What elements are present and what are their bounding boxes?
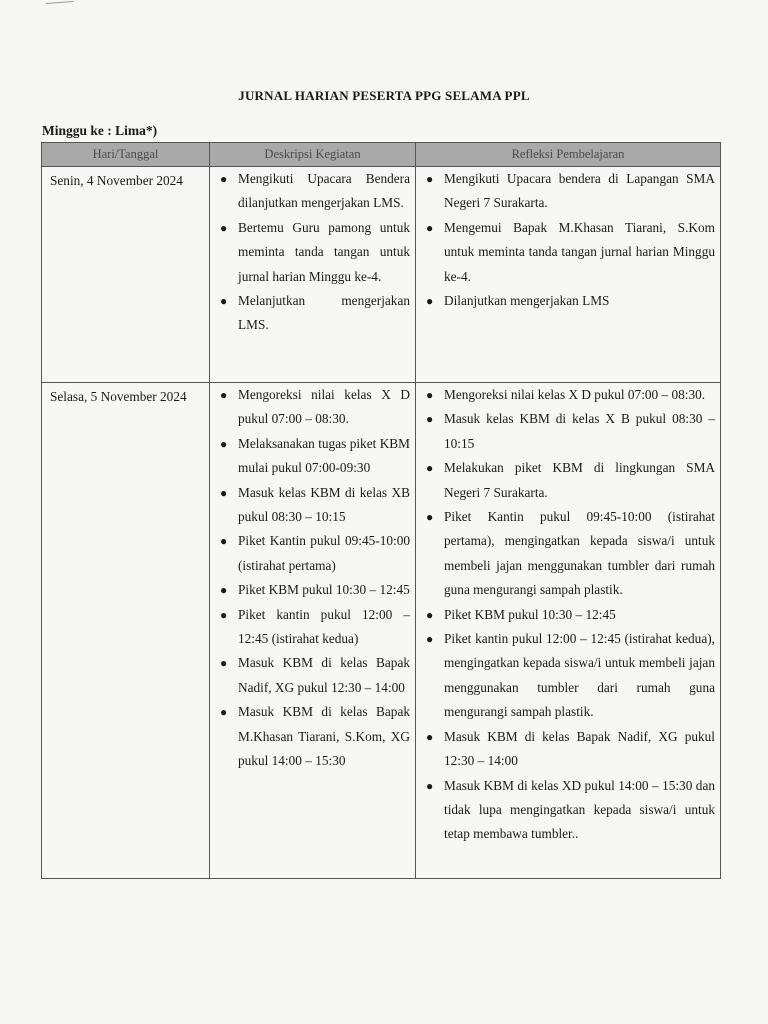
list-item: ● Piket Kantin pukul 09:45-10:00 (istirahat pertama)	[210, 529, 410, 578]
bullet-icon: ●	[220, 656, 228, 671]
bullet-icon: ●	[220, 583, 228, 598]
table-row	[42, 383, 721, 879]
row-date: Selasa, 5 November 2024	[42, 383, 210, 879]
list-item: ● Mengemui Bapak M.Khasan Tiarani, S.Kom untuk meminta tanda tangan jurnal harian Minggu ke-4.	[416, 216, 715, 289]
description-list	[210, 383, 410, 774]
list-item: ● Piket Kantin pukul 09:45-10:00 (istirahat pertama), mengingatkan kepada siswa/i untuk membeli jajan menggunakan tumbler dari rumah guna mengurangi sampah plastik.	[416, 505, 715, 603]
bullet-icon: ●	[220, 220, 228, 235]
list-item: ● Melaksanakan tugas piket KBM mulai pukul 07:00-09:30	[210, 432, 410, 481]
list-item: ● Masuk kelas KBM di kelas X B pukul 08:30 – 10:15	[416, 407, 715, 456]
list-item: ● Piket kantin pukul 12:00 – 12:45 (istirahat kedua), mengingatkan kepada siswa/i untuk membeli jajan menggunakan tumbler dari rumah guna mengurangi sampah plastik.	[416, 627, 715, 725]
list-item: ● Piket kantin pukul 12:00 – 12:45 (istirahat kedua)	[210, 603, 410, 652]
list-item: ● Masuk KBM di kelas Bapak Nadif, XG pukul 12:30 – 14:00	[416, 725, 715, 774]
bullet-icon: ●	[426, 729, 434, 744]
list-item: ● Melakukan piket KBM di lingkungan SMA Negeri 7 Surakarta.	[416, 456, 715, 505]
row-description	[210, 383, 416, 879]
list-item: ● Melanjutkan mengerjakan LMS.	[210, 289, 410, 338]
header-learning-reflection: Refleksi Pembelajaran	[416, 143, 721, 167]
bullet-icon: ●	[426, 388, 434, 402]
row-reflection	[416, 383, 721, 879]
list-item: ● Masuk KBM di kelas Bapak Nadif, XG pukul 12:30 – 14:00	[210, 651, 410, 700]
list-item: ● Piket KBM pukul 10:30 – 12:45	[416, 603, 715, 627]
bullet-icon: ●	[426, 220, 434, 235]
list-item: ● Mengoreksi nilai kelas X D pukul 07:00 – 08:30.	[210, 383, 410, 432]
row-description	[210, 167, 416, 383]
bullet-icon: ●	[220, 607, 228, 622]
list-item: ● Masuk KBM di kelas XD pukul 14:00 – 15:30 dan tidak lupa mengingatkan kepada siswa/i untuk tetap membawa tumbler..	[416, 774, 715, 847]
bullet-icon: ●	[426, 510, 434, 525]
bullet-icon: ●	[220, 534, 228, 549]
row-reflection	[416, 167, 721, 383]
row-date: Senin, 4 November 2024	[42, 167, 210, 383]
bullet-icon: ●	[426, 632, 434, 647]
document-title: JURNAL HARIAN PESERTA PPG SELAMA PPL	[238, 88, 530, 103]
bullet-icon: ●	[426, 294, 434, 309]
list-item: ● Mengikuti Upacara bendera di Lapangan SMA Negeri 7 Surakarta.	[416, 167, 715, 216]
bullet-icon: ●	[220, 388, 228, 402]
list-item: ● Piket KBM pukul 10:30 – 12:45	[210, 578, 410, 602]
bullet-icon: ●	[220, 436, 228, 451]
week-label: Minggu ke : Lima*)	[42, 123, 158, 138]
bullet-icon: ●	[220, 172, 228, 186]
journal-table	[41, 142, 721, 879]
bullet-icon: ●	[220, 294, 228, 309]
list-item: ● Masuk kelas KBM di kelas XB pukul 08:30 – 10:15	[210, 481, 410, 530]
list-item: ● Masuk KBM di kelas Bapak M.Khasan Tiarani, S.Kom, XG pukul 14:00 – 15:30	[210, 700, 410, 773]
table-row	[42, 167, 721, 383]
bullet-icon: ●	[426, 461, 434, 476]
list-item: ● Dilanjutkan mengerjakan LMS	[416, 289, 715, 313]
bullet-icon: ●	[220, 705, 228, 720]
list-item: ● Mengoreksi nilai kelas X D pukul 07:00 – 08:30.	[416, 383, 715, 407]
table-header-row	[42, 143, 721, 167]
reflection-list	[416, 167, 715, 313]
bullet-icon: ●	[426, 172, 434, 186]
header-activity-description: Deskripsi Kegiatan	[210, 143, 416, 167]
list-item: ● Bertemu Guru pamong untuk meminta tanda tangan untuk jurnal harian Minggu ke-4.	[210, 216, 410, 289]
bullet-icon: ●	[426, 607, 434, 622]
list-item: ● Mengikuti Upacara Bendera dilanjutkan mengerjakan LMS.	[210, 167, 410, 216]
header-day-date: Hari/Tanggal	[42, 143, 210, 167]
bullet-icon: ●	[220, 485, 228, 500]
scan-artifact	[46, 1, 74, 10]
bullet-icon: ●	[426, 778, 434, 793]
description-list	[210, 167, 410, 338]
bullet-icon: ●	[426, 412, 434, 427]
reflection-list	[416, 383, 715, 847]
